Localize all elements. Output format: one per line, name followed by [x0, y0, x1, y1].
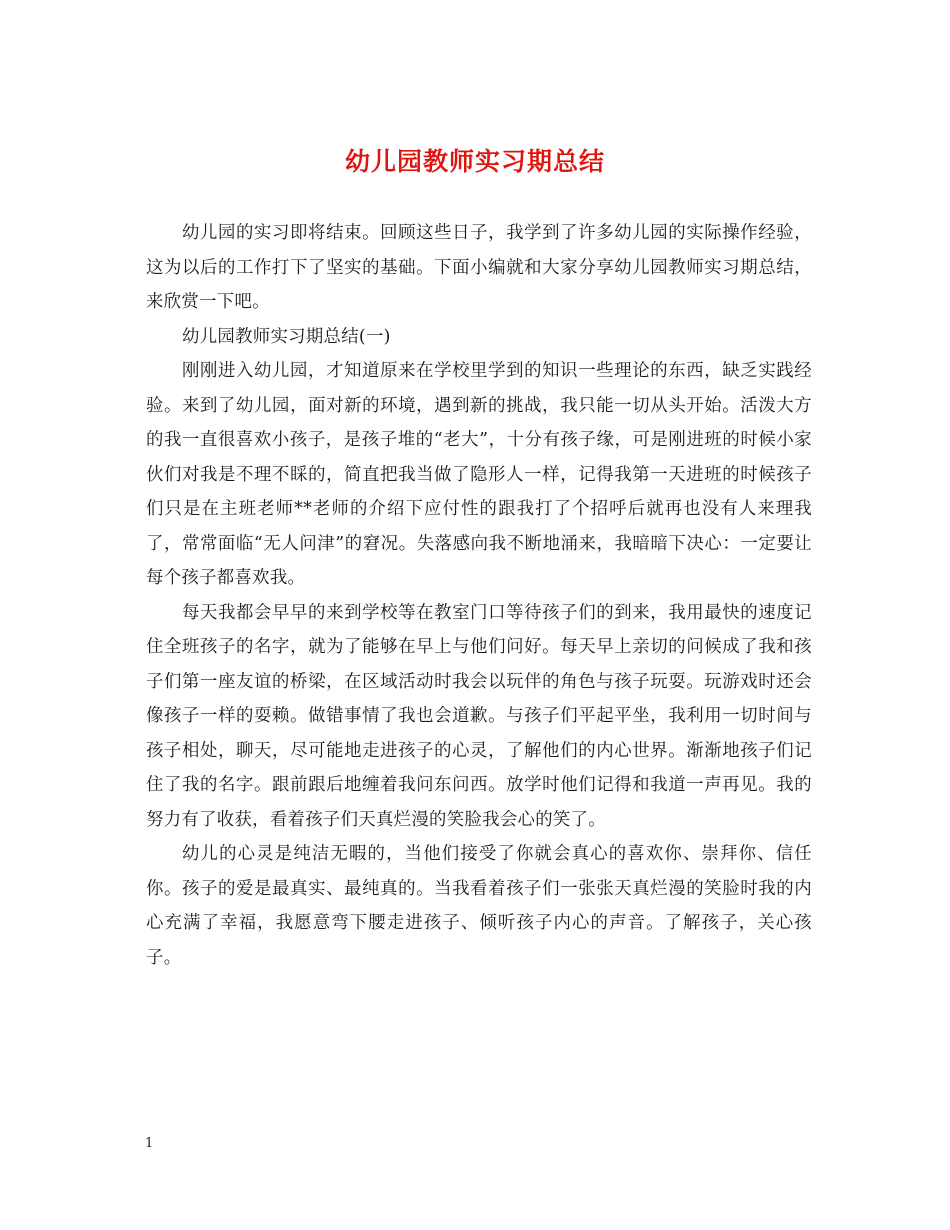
body-paragraph: 幼儿的心灵是纯洁无暇的，当他们接受了你就会真心的喜欢你、崇拜你、信任你。孩子的爱是最真实、最纯真的。当我看着孩子们一张张天真烂漫的笑脸时我的内心充满了幸福，我愿意弯下腰走进孩子、倾听孩子内心的声音。了解孩子，关心孩子。 [146, 844, 812, 968]
document-title: 幼儿园教师实习期总结 [344, 147, 605, 176]
body-paragraph: 每天我都会早早的来到学校等在教室门口等待孩子们的到来，我用最快的速度记住全班孩子的名字，就为了能够在早上与他们问好。每天早上亲切的问候成了我和孩子们第一座友谊的桥梁，在区域活动时我会以玩伴的角色与孩子玩耍。玩游戏时还会像孩子一样的耍赖。做错事情了我也会道歉。与孩子们平起平坐，我利用一切时间与孩子相处，聊天，尽可能地走进孩子的心灵，了解他们的内心世界。渐渐地孩子们记住了我的名字。跟前跟后地缠着我问东问西。放学时他们记得和我道一声再见。我的努力有了收获，看着孩子们天真烂漫的笑脸我会心的笑了。 [146, 602, 812, 830]
body-paragraph: 刚刚进入幼儿园，才知道原来在学校里学到的知识一些理论的东西，缺乏实践经验。来到了幼儿园，面对新的环境，遇到新的挑战，我只能一切从头开始。活泼大方的我一直很喜欢小孩子，是孩子堆的“老大”，十分有孩子缘，可是刚进班的时候小家伙们对我是不理不睬的，简直把我当做了隐形人一样，记得我第一天进班的时候孩子们只是在主班老师**老师的介绍下应付性的跟我打了个招呼后就再也没有人来理我了，常常面临“无人问津”的窘况。失落感向我不断地涌来，我暗暗下决心：一定要让每个孩子都喜欢我。 [146, 361, 812, 588]
page-number: 1 [145, 1136, 154, 1151]
intro-paragraph: 幼儿园的实习即将结束。回顾这些日子，我学到了许多幼儿园的实际操作经验，这为以后的工作打下了坚实的基础。下面小编就和大家分享幼儿园教师实习期总结，来欣赏一下吧。 [146, 223, 812, 312]
section-heading: 幼儿园教师实习期总结(一) [182, 326, 391, 347]
document-body [146, 216, 812, 975]
